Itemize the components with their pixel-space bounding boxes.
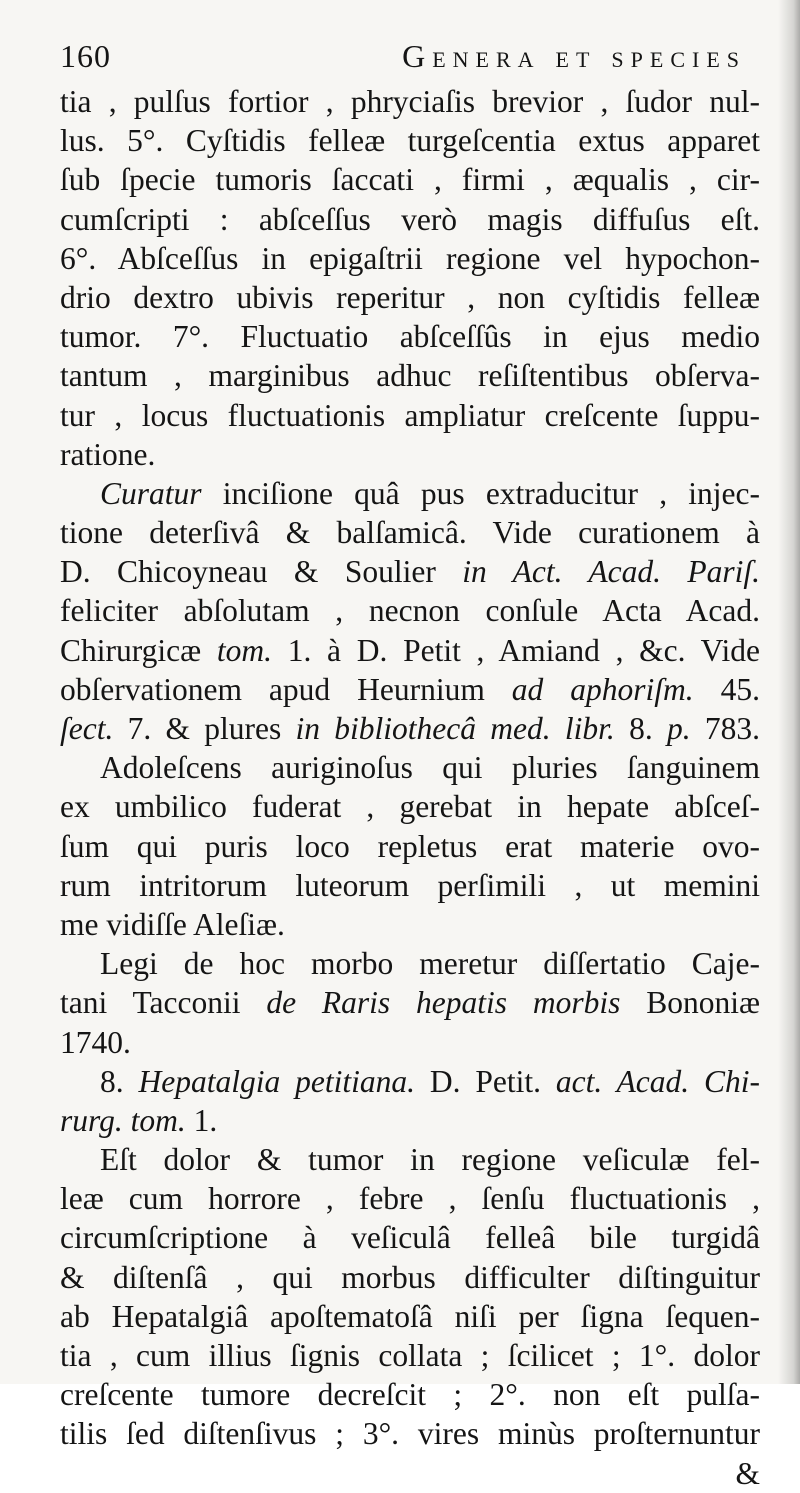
text-line [60, 396, 760, 435]
text-line [60, 670, 760, 709]
italic-text-run: ſect. [60, 711, 114, 746]
text-run: feliciter abſolutam , necnon conſule Acta Acad. [60, 593, 760, 629]
text-line [60, 866, 760, 905]
text-run: tumor. 7°. Fluctuatio abſceſſûs in ejus medio [60, 319, 760, 355]
text-run: ratione. [60, 436, 156, 472]
text-run: rum intritorum luteorum perſimili , ut memini [60, 867, 760, 903]
text-line [60, 709, 760, 748]
text-line [60, 1454, 760, 1493]
text-run: tilis ſed diſtenſivus ; 3°. vires minùs proſternuntur [60, 1416, 760, 1452]
text-run: tione deterſivâ & balſamicâ. Vide curationem à [60, 515, 760, 551]
text-line [60, 1414, 760, 1453]
italic-text-run: tom. [216, 632, 272, 668]
text-run: Adoleſcens auriginoſus qui pluries ſanguinem [100, 750, 760, 786]
text-run: ſub ſpecie tumoris ſaccati , firmi , æqualis , cir- [60, 162, 760, 198]
text-run: 783. [690, 711, 761, 746]
text-line [60, 160, 760, 199]
text-run: tantum , marginibus adhuc reſiſtentibus obſerva- [60, 358, 760, 394]
text-run: tur , locus fluctuationis ampliatur creſcente ſuppu- [60, 397, 760, 433]
italic-text-run: act. Acad. Chi- [555, 1063, 760, 1099]
text-run: 45. [693, 671, 760, 707]
text-run: 8. [100, 1063, 139, 1099]
text-run: drio dextro ubivis reperitur , non cyſtidis felleæ [60, 279, 760, 315]
text-line [60, 748, 760, 787]
text-run: 8. [614, 711, 667, 746]
text-run: me vidiſſe Aleſiæ. [60, 906, 285, 942]
text-line [60, 591, 760, 630]
italic-text-run: in Act. Acad. Pariſ. [462, 554, 760, 590]
text-run: circumſcriptione à veſiculâ felleâ bile turgidâ [60, 1220, 760, 1256]
text-run: 7. & plures [113, 711, 296, 746]
text-run: tia , cum illius ſignis collata ; ſcilicet ; 1°. dolor [60, 1338, 760, 1373]
text-line [60, 944, 760, 983]
text-run: creſcente tumore decreſcit ; 2°. non eſt pulſa- [60, 1377, 760, 1413]
italic-text-run: Hepatalgia petitiana. [138, 1063, 415, 1099]
text-run: cumſcripti : abſceſſus verò magis diffuſus eſt. [60, 201, 760, 237]
text-line [60, 356, 760, 395]
page-edge-shadow [778, 0, 800, 1384]
text-line [60, 983, 760, 1022]
text-line [60, 1023, 760, 1062]
text-line [60, 121, 760, 160]
text-block [60, 30, 760, 1493]
page-header [60, 30, 760, 82]
text-run: Chirurgicæ [60, 632, 217, 668]
text-run: 1740. [60, 1024, 131, 1060]
text-line [60, 317, 760, 356]
text-run: lus. 5°. Cyſtidis felleæ turgeſcentia extus apparet [60, 123, 760, 159]
text-run: ex umbilico fuderat , gerebat in hepate abſceſ- [60, 789, 760, 825]
text-line [60, 278, 760, 317]
text-line [60, 435, 760, 474]
text-line [60, 905, 760, 944]
text-run: D. Chicoyneau & Soulier [60, 554, 463, 590]
text-line [60, 552, 760, 591]
text-line [60, 1375, 760, 1414]
text-run: & [735, 1455, 760, 1491]
text-line [60, 200, 760, 239]
text-line [60, 474, 760, 513]
text-line [60, 631, 760, 670]
text-run: 6°. Abſceſſus in epigaſtrii regione vel hypochon- [60, 240, 760, 276]
text-run: D. Petit. [414, 1063, 556, 1099]
text-line [60, 1179, 760, 1218]
text-run: ſum qui puris loco repletus erat materie ovo- [60, 828, 760, 864]
text-run: Legi de hoc morbo meretur diſſertatio Caje- [100, 946, 760, 982]
text-run: Bononiæ [620, 985, 760, 1021]
text-run: & diſtenſâ , qui morbus difficulter diſtinguitur [60, 1259, 760, 1295]
running-title: Genera et species [402, 38, 746, 74]
italic-text-run: p. [666, 711, 691, 746]
text-line [60, 1062, 760, 1101]
body-text [60, 82, 760, 1493]
text-run: obſervationem apud Heurnium [60, 671, 512, 707]
text-run: leæ cum horrore , febre , ſenſu fluctuationis , [60, 1181, 760, 1217]
italic-text-run: de Raris hepatis morbis [266, 985, 621, 1021]
text-line [60, 827, 760, 866]
text-line [60, 787, 760, 826]
text-run: tia , pulſus fortior , phryciaſis brevior , ſudor nul- [60, 84, 760, 119]
italic-text-run: rurg. tom. [60, 1102, 186, 1138]
text-run: Eſt dolor & tumor in regione veſiculæ fel- [100, 1142, 760, 1178]
text-run: ab Hepatalgiâ apoſtematoſâ niſi per ſigna ſequen- [60, 1298, 760, 1334]
text-line [60, 82, 760, 121]
text-line [60, 239, 760, 278]
text-run: 1. [185, 1102, 218, 1138]
italic-text-run: Curatur [100, 475, 202, 511]
text-run: 1. à D. Petit , Amiand , &c. Vide [272, 632, 760, 668]
text-line [60, 1218, 760, 1257]
text-line [60, 1140, 760, 1179]
text-line [60, 1336, 760, 1375]
text-line [60, 1258, 760, 1297]
text-line [60, 1101, 760, 1140]
text-line [60, 1297, 760, 1336]
text-run: inciſione quâ pus extraducitur , injec- [201, 475, 760, 511]
italic-text-run: in bibliothecâ med. libr. [295, 711, 615, 746]
text-run: tani Tacconii [60, 985, 267, 1021]
page-number: 160 [60, 38, 111, 74]
text-line [60, 513, 760, 552]
italic-text-run: ad aphoriſm. [511, 671, 694, 707]
